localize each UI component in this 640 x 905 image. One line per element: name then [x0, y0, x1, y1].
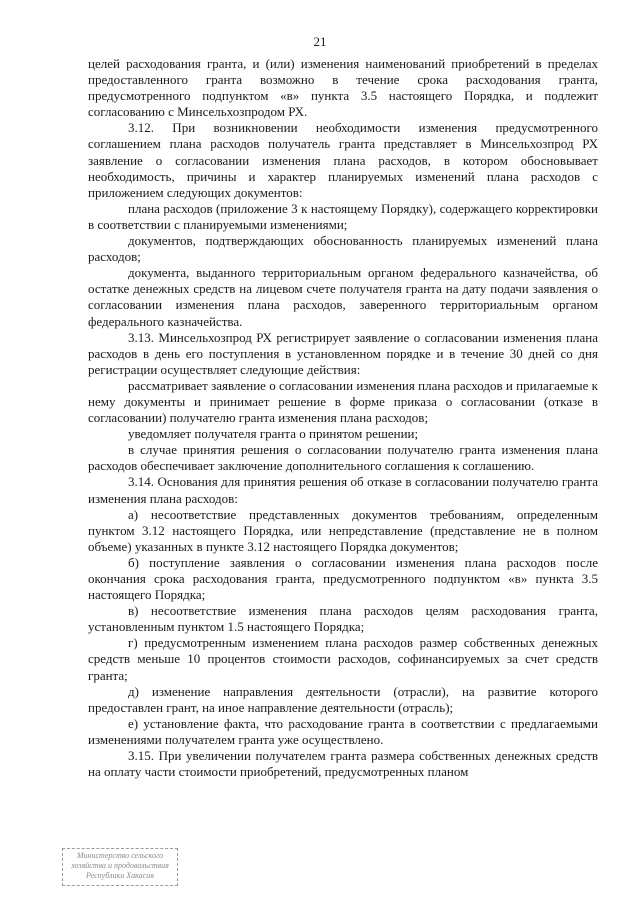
- paragraph: целей расходования гранта, и (или) изменения наименований приобретений в пределах предоставленного гранта возможно в течение срока расходования гранта, предусмотренного подпунктом «в» пункта 3.5 настоящего Порядка, и подлежит согласованию с Минсельхозпродом РХ.: [88, 56, 598, 120]
- document-body: [88, 56, 598, 780]
- paragraph: г) предусмотренным изменением плана расходов размер собственных денежных средств меньше 10 процентов стоимости расходов, софинансируемых за счет средств гранта;: [88, 635, 598, 683]
- paragraph: плана расходов (приложение 3 к настоящему Порядку), содержащего корректировки в соответствии с планируемыми изменениями;: [88, 200, 598, 232]
- paragraph: д) изменение направления деятельности (отрасли), на развитие которого предоставлен грант, на иное направление деятельности (отрасль);: [88, 683, 598, 715]
- page-number: 21: [313, 34, 327, 49]
- paragraph: 3.13. Минсельхозпрод РХ регистрирует заявление о согласовании изменения плана расходов в день его поступления в установленном порядке и в течение 30 дней со дня регистрации осуществляет следующие действия:: [88, 329, 598, 377]
- stamp-line: хозяйства и продовольствия: [71, 861, 169, 870]
- paragraph: рассматривает заявление о согласовании изменения плана расходов и прилагаемые к нему документы и принимает решение в форме приказа о согласовании (отказе в согласовании) получателю гранта изменения плана расходов;: [88, 377, 598, 426]
- paragraph: в) несоответствие изменения плана расходов целям расходования гранта, установленным пунктом 1.5 настоящего Порядка;: [88, 603, 598, 635]
- paragraph: документа, выданного территориальным органом федерального казначейства, об остатке денежных средств на лицевом счете получателя гранта на дату подачи заявления о согласовании изменения плана расходов, заверенного территориальным органом федерального казначейства.: [88, 265, 598, 329]
- paragraph: 3.14. Основания для принятия решения об отказе в согласовании получателю гранта изменения плана расходов:: [88, 474, 598, 506]
- paragraph: а) несоответствие представленных документов требованиям, определенным пунктом 3.12 настоящего Порядка, или непредставление (представление не в полном объеме) указанных в пункте 3.12 настоящего Порядка документов;: [88, 506, 598, 554]
- registration-stamp: [62, 848, 178, 886]
- paragraph: в случае принятия решения о согласовании получателю гранта изменения плана расходов обеспечивает заключение дополнительного соглашения к соглашению.: [88, 442, 598, 474]
- paragraph: уведомляет получателя гранта о принятом решении;: [128, 426, 419, 442]
- paragraph: документов, подтверждающих обоснованность планируемых изменений плана расходов;: [88, 233, 598, 265]
- paragraph: б) поступление заявления о согласовании изменения плана расходов после окончания срока расходования гранта, предусмотренного подпунктом «в» пункта 3.5 настоящего Порядка;: [88, 554, 598, 603]
- paragraph: 3.12. При возникновении необходимости изменения предусмотренного соглашением плана расходов получатель гранта представляет в Минсельхозпрод РХ заявление о согласовании изменения плана расходов, в котором обосновывает необходимость, причины и характер планируемых изменений плана расходов с приложением следующих документов:: [88, 120, 598, 200]
- stamp-line: Министерство сельского: [76, 851, 164, 860]
- stamp-line: Республики Хакасия: [86, 871, 154, 880]
- paragraph: 3.15. При увеличении получателем гранта размера собственных денежных средств на оплату части стоимости приобретений, предусмотренных планом: [88, 748, 598, 780]
- paragraph: е) установление факта, что расходование гранта в соответствии с предлагаемыми изменениями получателем гранта уже осуществлено.: [88, 715, 598, 747]
